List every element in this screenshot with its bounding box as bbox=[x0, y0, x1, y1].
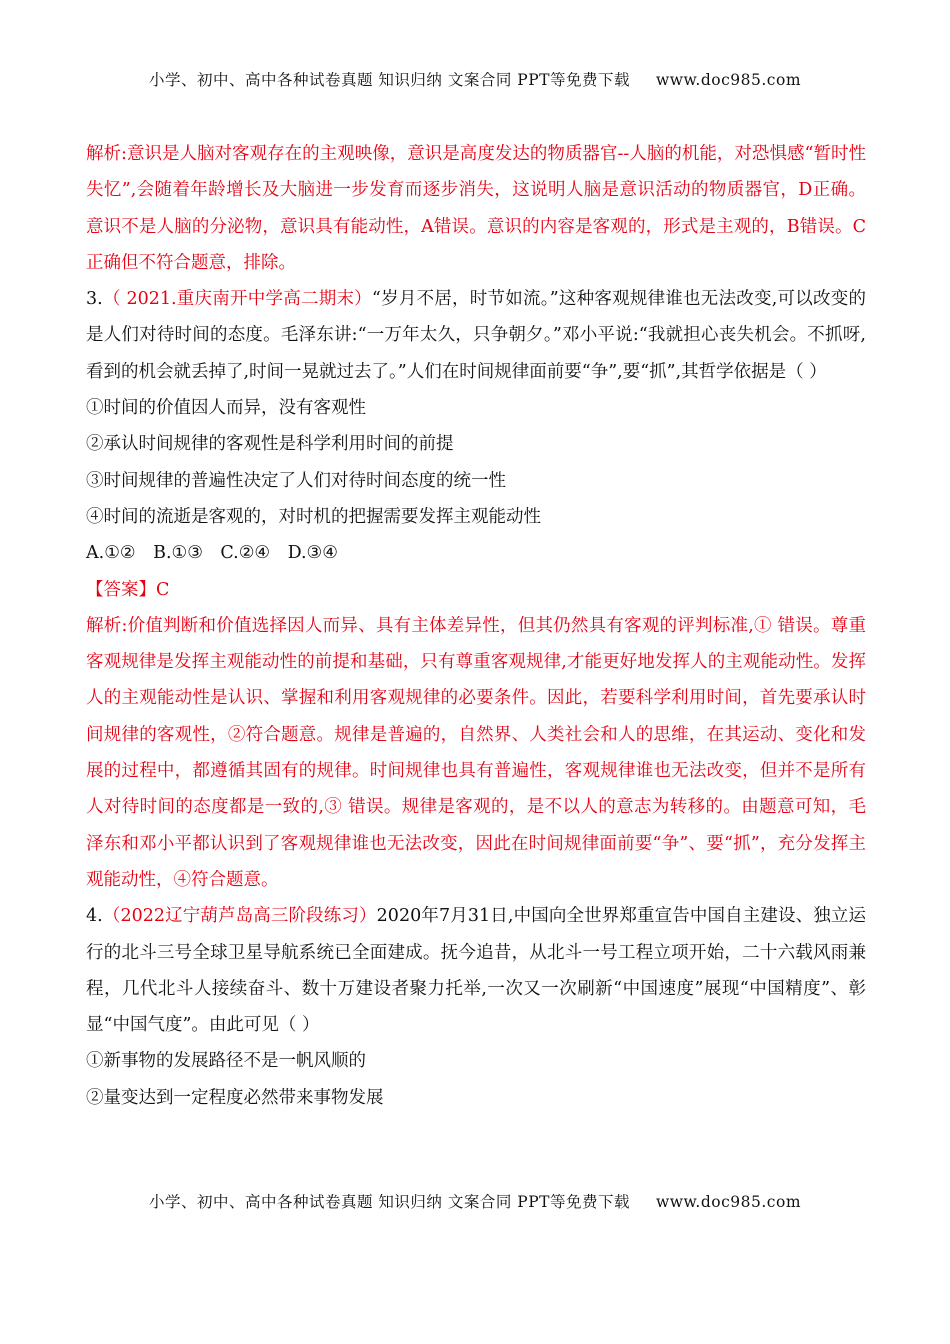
footer-url[interactable]: www.doc985.com bbox=[655, 1193, 802, 1211]
question-3-number: 3. bbox=[86, 289, 103, 310]
question-4-number: 4. bbox=[86, 906, 103, 927]
page-header bbox=[0, 68, 950, 90]
question-4-source: （2022辽宁葫芦岛高三阶段练习） bbox=[102, 906, 377, 927]
page-footer bbox=[0, 1190, 950, 1212]
question-3-option: ④时间的流逝是客观的，对时机的把握需要发挥主观能动性 bbox=[86, 506, 541, 527]
question-3-text: “岁月不居，时节如流。”这种客观规律谁也无法改变,可以改变的是人们对待时间的态度。毛泽东讲:“一万年太久，只争朝夕。”邓小平说:“我就担心丧失机会。不抓呀,看到的机会就丢掉了,时间一晃就过去了。”人们在时间规律面前要“争”,要“抓”,其哲学依据是（ ） bbox=[86, 289, 866, 382]
document-body bbox=[86, 136, 866, 1116]
question-3-option: ③时间规律的普遍性决定了人们对待时间态度的统一性 bbox=[86, 470, 506, 491]
question-3-analysis: 解析:价值判断和价值选择因人而异、具有主体差异性，但其仍然具有客观的评判标准,① 错误。尊重客观规律是发挥主观能动性的前提和基础，只有尊重客观规律,才能更好地发挥人的主观能动性。发挥人的主观能动性是认识、掌握和利用客观规律的必要条件。因此，若要科学利用时间，首先要承认时间规律的客观性，②符合题意。规律是普遍的，自然界、人类社会和人的思维，在其运动、变化和发展的过程中，都遵循其固有的规律。时间规律也具有普遍性，客观规律谁也无法改变，但并不是所有人对待时间的态度都是一致的,③ 错误。规律是客观的，是不以人的意志为转移的。由题意可知，毛泽东和邓小平都认识到了客观规律谁也无法改变，因此在时间规律面前要“争”、要“抓”，充分发挥主观能动性，④符合题意。 bbox=[86, 615, 866, 890]
question-3-source: （ 2021.重庆南开中学高二期末） bbox=[102, 289, 372, 310]
question-3-answer bbox=[86, 572, 866, 608]
question-3-choices: A.①② B.①③ C.②④ D.③④ bbox=[86, 543, 338, 564]
question-4-option: ②量变达到一定程度必然带来事物发展 bbox=[86, 1087, 384, 1108]
question-4-text: 2020年7月31日,中国向全世界郑重宣告中国自主建设、独立运行的北斗三号全球卫星导航系统已全面建成。抚今追昔，从北斗一号工程立项开始，二十六载风雨兼程，几代北斗人接续奋斗、数十万建设者聚力托举,一次又一次刷新“中国速度”展现“中国精度”、彰显“中国气度”。由此可见（ ） bbox=[86, 906, 867, 1036]
question-4-option: ①新事物的发展路径不是一帆风顺的 bbox=[86, 1051, 366, 1072]
question-3-option: ②承认时间规律的客观性是科学利用时间的前提 bbox=[86, 434, 454, 455]
previous-analysis: 解析:意识是人脑对客观存在的主观映像，意识是高度发达的物质器官--人脑的机能，对恐惧感“暂时性失忆”,会随着年龄增长及大脑进一步发育而逐步消失，这说明人脑是意识活动的物质器官，D正确。意识不是人脑的分泌物，意识具有能动性，A错误。意识的内容是客观的，形式是主观的，B错误。C正确但不符合题意，排除。 bbox=[86, 144, 866, 273]
header-url[interactable]: www.doc985.com bbox=[655, 71, 802, 89]
question-4-stem bbox=[86, 898, 866, 1043]
footer-text: 小学、初中、高中各种试卷真题 知识归纳 文案合同 PPT等免费下载 bbox=[148, 1193, 630, 1211]
answer-label: 【答案】 bbox=[86, 579, 156, 600]
question-3-stem bbox=[86, 281, 866, 390]
question-3-option: ①时间的价值因人而异，没有客观性 bbox=[86, 398, 366, 419]
answer-value: C bbox=[156, 579, 170, 600]
header-text: 小学、初中、高中各种试卷真题 知识归纳 文案合同 PPT等免费下载 bbox=[148, 71, 630, 89]
